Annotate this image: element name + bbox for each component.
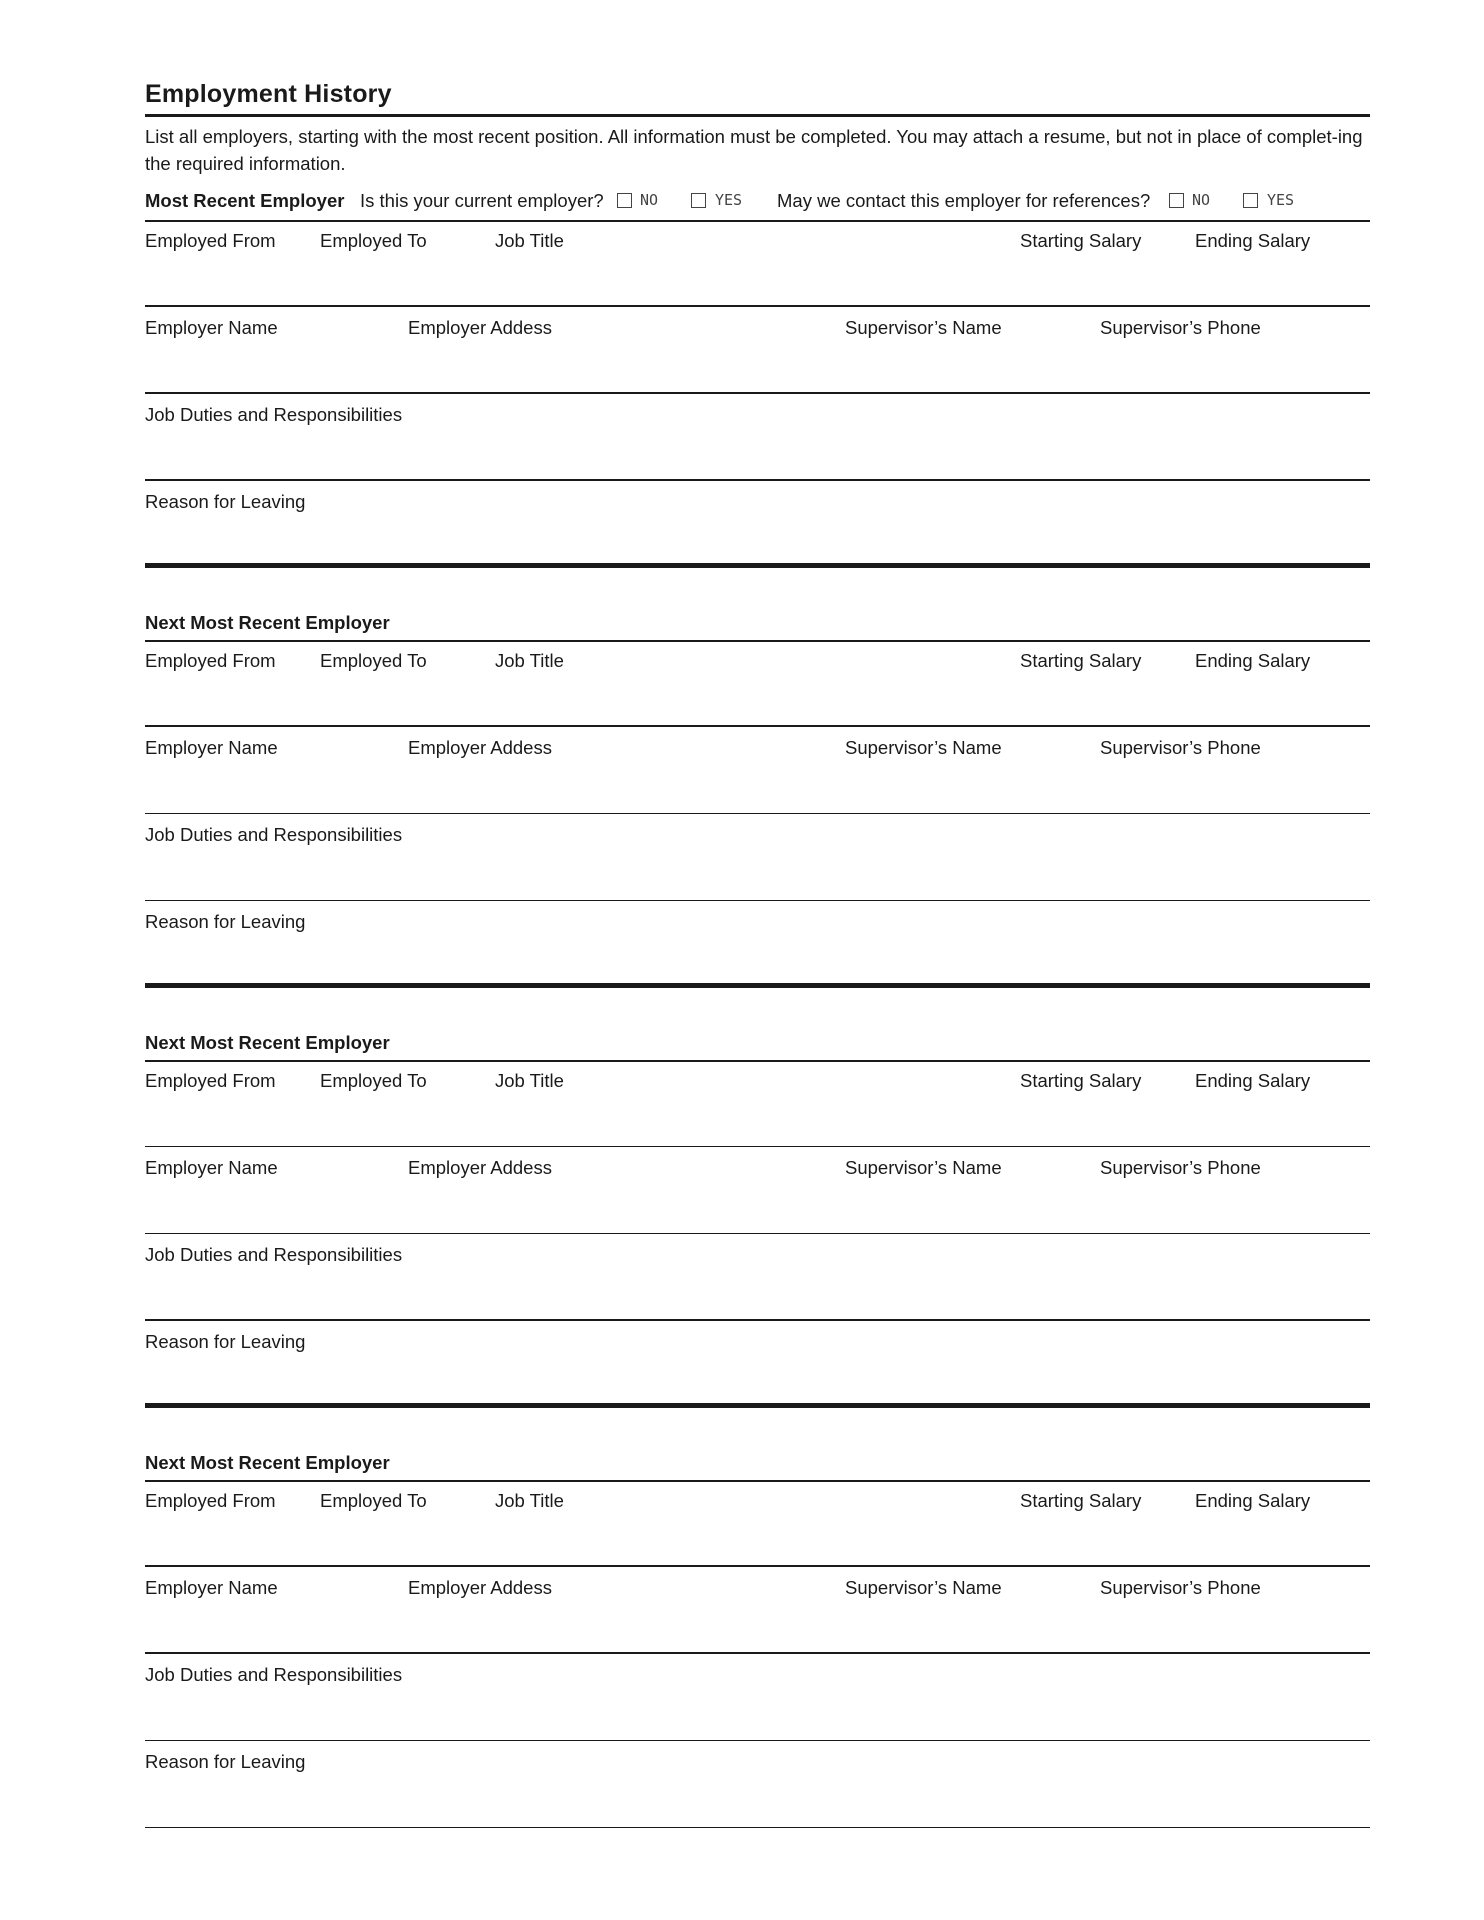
current-employer-question: Is this your current employer? bbox=[360, 190, 604, 211]
section-end-rule bbox=[145, 1827, 1370, 1829]
employed-from-label: Employed From bbox=[145, 650, 276, 671]
job-duties-row[interactable] bbox=[145, 1234, 1370, 1321]
job-duties-label: Job Duties and Responsibilities bbox=[145, 404, 403, 425]
reason-leaving-row[interactable] bbox=[145, 1741, 1370, 1828]
contact-employer-no-label: NO bbox=[1192, 191, 1211, 209]
employer-supervisor-row[interactable] bbox=[145, 1147, 1370, 1234]
job-title-label: Job Title bbox=[495, 1070, 564, 1091]
dates-title-row[interactable] bbox=[145, 1060, 1370, 1147]
current-employer-no-label: NO bbox=[640, 191, 659, 209]
reason-leaving-label: Reason for Leaving bbox=[145, 911, 306, 932]
employer-supervisor-row[interactable] bbox=[145, 307, 1370, 394]
reason-leaving-label: Reason for Leaving bbox=[145, 491, 306, 512]
job-title-label: Job Title bbox=[495, 1490, 564, 1511]
dates-title-row[interactable] bbox=[145, 220, 1370, 307]
reason-leaving-row[interactable] bbox=[145, 1321, 1370, 1408]
employed-to-label: Employed To bbox=[320, 1490, 427, 1511]
starting-salary-label: Starting Salary bbox=[1020, 230, 1142, 251]
job-title-label: Job Title bbox=[495, 650, 564, 671]
contact-employer-no-checkbox[interactable] bbox=[1169, 193, 1184, 208]
employed-to-label: Employed To bbox=[320, 650, 427, 671]
next-employer-label: Next Most Recent Employer bbox=[145, 612, 390, 633]
ending-salary-label: Ending Salary bbox=[1195, 230, 1311, 251]
current-employer-yes-label: YES bbox=[715, 191, 743, 209]
supervisor-phone-label: Supervisor’s Phone bbox=[1100, 737, 1261, 758]
supervisor-name-label: Supervisor’s Name bbox=[845, 737, 1002, 758]
section-end-rule bbox=[145, 1403, 1370, 1408]
employed-to-label: Employed To bbox=[320, 230, 427, 251]
job-duties-label: Job Duties and Responsibilities bbox=[145, 824, 403, 845]
job-title-label: Job Title bbox=[495, 230, 564, 251]
current-employer-no-checkbox[interactable] bbox=[617, 193, 632, 208]
employer-address-label: Employer Addess bbox=[408, 1157, 552, 1178]
dates-title-row[interactable] bbox=[145, 640, 1370, 727]
ending-salary-label: Ending Salary bbox=[1195, 1070, 1311, 1091]
supervisor-phone-label: Supervisor’s Phone bbox=[1100, 1577, 1261, 1598]
job-duties-row[interactable] bbox=[145, 1654, 1370, 1741]
page-title: Employment History bbox=[145, 80, 392, 108]
employer-supervisor-row[interactable] bbox=[145, 1567, 1370, 1654]
job-duties-label: Job Duties and Responsibilities bbox=[145, 1244, 403, 1265]
starting-salary-label: Starting Salary bbox=[1020, 650, 1142, 671]
reason-leaving-row[interactable] bbox=[145, 901, 1370, 988]
employer-name-label: Employer Name bbox=[145, 737, 278, 758]
current-employer-yes-checkbox[interactable] bbox=[691, 193, 706, 208]
employment-history-form bbox=[145, 0, 1370, 1920]
ending-salary-label: Ending Salary bbox=[1195, 1490, 1311, 1511]
intro-text: List all employers, starting with the most recent position. All information must be completed. You may attach a resume, but not in place of complet-ing the required information. bbox=[145, 126, 1363, 174]
supervisor-name-label: Supervisor’s Name bbox=[845, 1577, 1002, 1598]
reason-leaving-row[interactable] bbox=[145, 481, 1370, 568]
section-end-rule bbox=[145, 563, 1370, 568]
contact-employer-yes-label: YES bbox=[1267, 191, 1295, 209]
supervisor-phone-label: Supervisor’s Phone bbox=[1100, 1157, 1261, 1178]
reason-leaving-label: Reason for Leaving bbox=[145, 1331, 306, 1352]
dates-title-row[interactable] bbox=[145, 1480, 1370, 1567]
employed-from-label: Employed From bbox=[145, 1070, 276, 1091]
employer-supervisor-row[interactable] bbox=[145, 727, 1370, 814]
most-recent-employer-label: Most Recent Employer bbox=[145, 190, 345, 211]
employed-to-label: Employed To bbox=[320, 1070, 427, 1091]
employed-from-label: Employed From bbox=[145, 230, 276, 251]
supervisor-name-label: Supervisor’s Name bbox=[845, 1157, 1002, 1178]
employer-name-label: Employer Name bbox=[145, 1157, 278, 1178]
starting-salary-label: Starting Salary bbox=[1020, 1070, 1142, 1091]
job-duties-row[interactable] bbox=[145, 814, 1370, 901]
employer-name-label: Employer Name bbox=[145, 317, 278, 338]
most-recent-employer-header bbox=[145, 190, 1370, 214]
supervisor-phone-label: Supervisor’s Phone bbox=[1100, 317, 1261, 338]
employer-name-label: Employer Name bbox=[145, 1577, 278, 1598]
ending-salary-label: Ending Salary bbox=[1195, 650, 1311, 671]
starting-salary-label: Starting Salary bbox=[1020, 1490, 1142, 1511]
next-employer-label: Next Most Recent Employer bbox=[145, 1032, 390, 1053]
employer-address-label: Employer Addess bbox=[408, 1577, 552, 1598]
job-duties-row[interactable] bbox=[145, 394, 1370, 481]
contact-employer-yes-checkbox[interactable] bbox=[1243, 193, 1258, 208]
title-rule bbox=[145, 114, 1370, 117]
reason-leaving-label: Reason for Leaving bbox=[145, 1751, 306, 1772]
employer-address-label: Employer Addess bbox=[408, 737, 552, 758]
employer-address-label: Employer Addess bbox=[408, 317, 552, 338]
supervisor-name-label: Supervisor’s Name bbox=[845, 317, 1002, 338]
contact-employer-question: May we contact this employer for references? bbox=[777, 190, 1151, 211]
employed-from-label: Employed From bbox=[145, 1490, 276, 1511]
next-employer-label: Next Most Recent Employer bbox=[145, 1452, 390, 1473]
job-duties-label: Job Duties and Responsibilities bbox=[145, 1664, 403, 1685]
section-end-rule bbox=[145, 983, 1370, 988]
